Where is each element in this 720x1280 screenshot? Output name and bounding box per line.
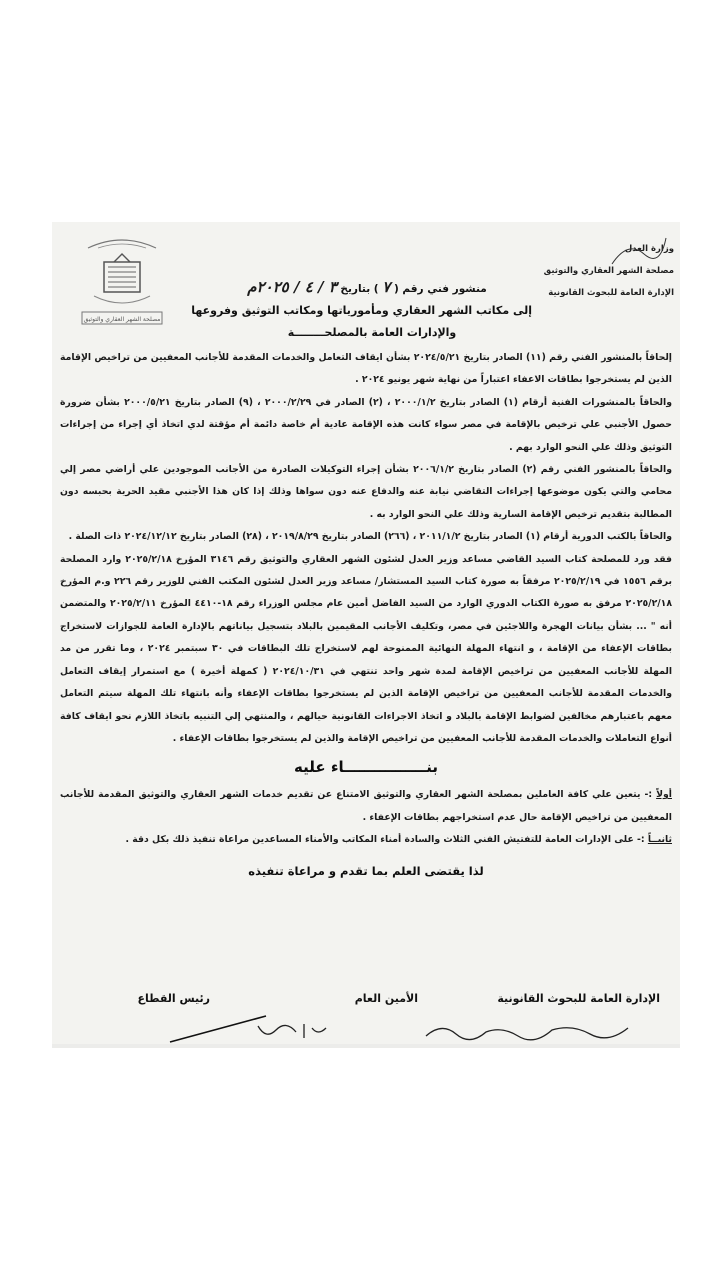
handwritten-signature — [162, 1012, 272, 1044]
signature-secretary-general: الأمين العام — [354, 992, 418, 1005]
authority-name: مصلحة الشهر العقاري والتوثيق — [543, 266, 674, 276]
paragraph-5: فقد ورد للمصلحة كتاب السيد القاضي مساعد وزير العدل لشئون الشهر العقاري والتوثيق رقم ٣١٤٦ المؤرخ ٢٠٢٥/٢/١٨ وارد المصلحة برقم ١٥٥٦ في ٢٠٢٥/٢/١٩ مرفقاً به صورة كتاب السيد المستشار/ مساعد وزير العدل لشئون المكتب الفني للوزير رقم ٢٢٦ و.م المؤرخ ٢٠٢٥/٢/١٨ مرفق به صورة الكتاب الدوري الوارد من السيد الفاضل أمين عام مجلس الوزراء رقم ١٨-٤٤١٠ المؤرخ ٢٠٢٥/٢/١١ والمتضمن أنه " ... بشأن بيانات الهجرة واللاجئين في مصر، وتكليف الأجانب المقيمين بالبلاد بتسجيل بياناتهم بالإدارة العامة للجوازات لاستخراج بطاقات الإعفاء من الإقامة ، و انتهاء المهلة النهائية الممنوحة لهم لاستخراج تلك البطاقات في ٣٠ سبتمبر ٢٠٢٤ ، وما تقرر من مد المهلة للأجانب المعفيين من تراخيص الإقامة لمدة شهر واحد تنتهي في ٢٠٢٤/١٠/٣١ ( كمهلة أخيرة ) مع استمرار إيقاف التعامل والخدمات المقدمة للأجانب المعفيين من تراخيص الإقامة الذين لم يستخرجوا بطاقات الإعفاء وأنه بانتهاء تلك المهلة سيتم التعامل معهم باعتبارهم مخالفين لضوابط الإقامة بالبلاد و اتخاذ الاجراءات القانونية حيالهم ، والمنتهي إلي التنبيه باتخاذ اللازم نحو ايقاف كافة أنواع التعاملات والخدمات المقدمة للأجانب المعفيين من تراخيص الإقامة والذين لم يستخرجوا بطاقات الإعفاء . — [60, 553, 673, 744]
directive-lead: ثانيــاً — [647, 834, 672, 846]
handwritten-mark — [608, 234, 668, 274]
signature-sector-head: رئيس القطاع — [137, 992, 210, 1005]
paragraph-4: والحاقاً بالكتب الدورية أرقام (١) الصادر بتاريخ ٢٠١١/١/٢ ، (٢٦٦) الصادر بتاريخ ٢٠١٩/٨/٢٩ ، (٢٨) الصادر بتاريخ ٢٠٢٤/١٢/١٢ ذات الصلة . — [68, 531, 672, 543]
ministry-name: وزارة العدل — [624, 244, 674, 254]
directive-item — [60, 784, 672, 829]
signature-legal-dept: الإدارة العامة للبحوث القانونية — [497, 992, 660, 1005]
document-body — [60, 347, 672, 884]
directive-text: :- يتعين علي كافة العاملين بمصلحة الشهر العقاري والتوثيق الامتناع عن تقديم خدمات الشهر العقاري والتوثيق المقدمة للأجانب المعفيين من تراخيص الإقامة حال عدم استخراجهم بطاقات الإعفاء . — [60, 789, 672, 823]
document-page — [52, 222, 680, 1044]
directive-lead: أولاً — [656, 789, 672, 801]
closing-line: لذا يقتضى العلم بما تقدم و مراعاة تنفيذه — [248, 863, 484, 878]
directive-item — [60, 829, 672, 851]
paragraph-2: والحاقاً بالمنشورات الفنية أرقام (١) الصادر بتاريخ ٢٠٠٠/١/٢ ، (٢) الصادر في ٢٠٠٠/٢/٢٩ ، (٩) الصادر بتاريخ ٢٠٠٠/٥/٢١ بشأن ضرورة حصول الأجنبي علي ترخيص بالإقامة في مصر سواء كانت هذه الإقامة عادية أم خاصة دائمة أم مؤقتة لدي اتخاذ أي إجراء من إجراءات التوثيق وذلك علي النحو الوارد بهم . — [60, 396, 672, 453]
addressee-line: إلى مكاتب الشهر العقاري ومأمورياتها ومكاتب التوثيق وفروعها — [191, 304, 532, 317]
paragraph-3: والحاقاً بالمنشور الفني رقم (٢) الصادر بتاريخ ٢٠٠٦/١/٢ بشأن إجراء التوكيلات الصادرة من الأجانب الموجودين علي أراضي مصر إلي محامي والتي يكون موضوعها إجراءات التقاضي نيابة عنه والدفاع عنه دون سواها وذلك إذا كان هذا الأجنبي مقيد الحرية بحبسه دون المطالبة بتقديم ترخيص الإقامة السارية وذلك علي النحو الوارد به . — [60, 464, 672, 520]
resolution-heading: بنــــــــــــــــاء عليه — [294, 758, 438, 777]
seal-caption: مصلحة الشهر العقاري والتوثيق — [83, 316, 161, 323]
directive-text: :- على الإدارات العامة للتفتيش الفني الثلاث والسادة أمناء المكاتب والأمناء المساعدين مراعاة تنفيذ ذلك بكل دقة . — [125, 834, 645, 846]
circular-title — [222, 278, 512, 296]
paragraph-1: إلحاقاً بالمنشور الفني رقم (١١) الصادر بتاريخ ٢٠٢٤/٥/٢١ بشأن ايقاف التعامل والخدمات المقدمة للأجانب المعفيين من تراخيص الإقامة الذين لم يستخرجوا بطاقات الاعفاء اعتباراً من نهاية شهر يونيو ٢٠٢٤ . — [60, 352, 672, 386]
ministry-seal — [68, 236, 176, 330]
addressee-line-2: والإدارات العامة بالمصلحــــــــة — [287, 326, 457, 339]
circular-date: ٣ / ٤ / ٢٠٢٥م — [247, 278, 337, 296]
department-name: الإدارة العامة للبحوث القانونية — [548, 288, 674, 298]
circular-title-mid: ) بتاريخ — [340, 283, 379, 295]
circular-title-prefix: منشور فني رقم ( — [393, 283, 487, 295]
circular-number: ٧ — [382, 278, 391, 296]
page-edge — [52, 1044, 680, 1048]
signature-block — [52, 992, 680, 1044]
handwritten-signature — [422, 1018, 632, 1044]
